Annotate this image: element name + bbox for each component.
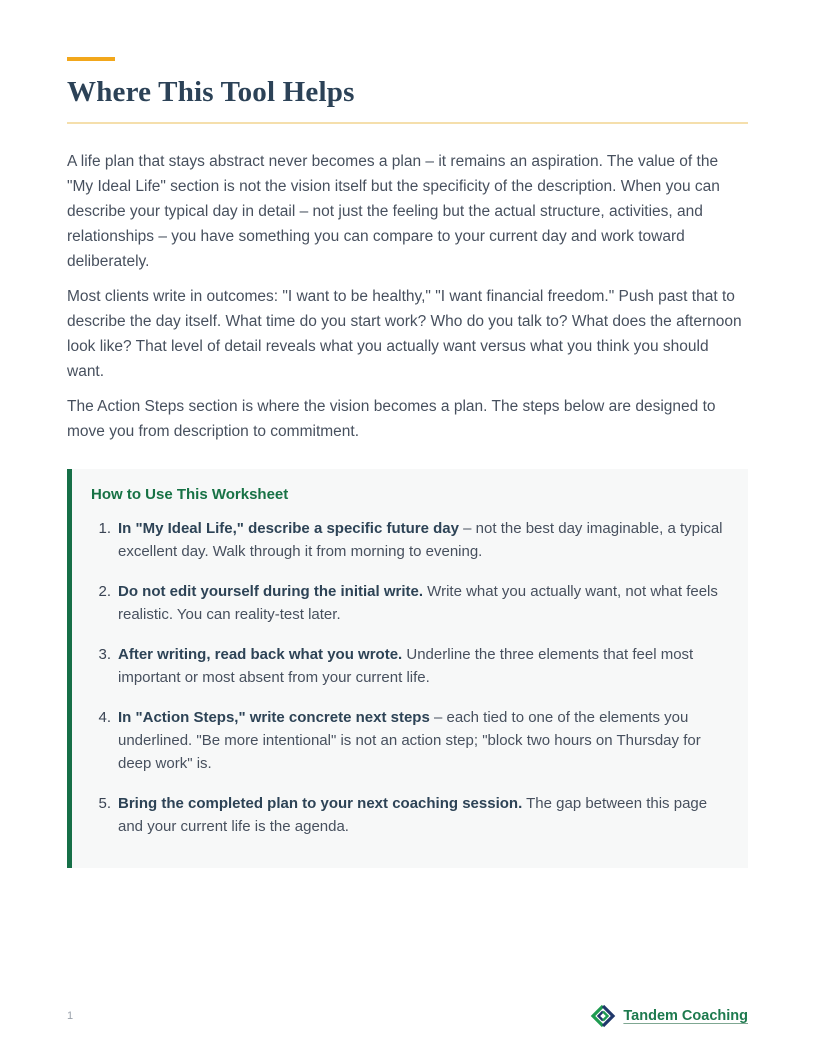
intro-paragraph: Most clients write in outcomes: "I want to be healthy," "I want financial freedom." Push past that to describe the day itself. What time do you start work? Who do you talk to? What does the afternoon look like? That level of detail reveals what you actually want versus what you think you should want. — [67, 287, 742, 380]
list-item-lead: In "Action Steps," write concrete next steps — [118, 708, 430, 726]
list-item-text: – not the best day imaginable, a typical excellent day. Walk through it from morning to evening. — [118, 519, 723, 560]
list-item-number: 2. — [98, 582, 111, 600]
intro-paragraph: The Action Steps section is where the vision becomes a plan. The steps below are designed to move you from description to commitment. — [67, 397, 716, 440]
intro-paragraph: A life plan that stays abstract never becomes a plan – it remains an aspiration. The value of the "My Ideal Life" section is not the vision itself but the specificity of the description. When you can describe your typical day in detail – not just the feeling but the actual structure, activities, and relationships – you have something you can compare to your current day and work toward deliberately. — [67, 152, 720, 270]
accent-bar — [67, 57, 115, 61]
page-title: Where This Tool Helps — [67, 76, 355, 108]
page-number: 1 — [67, 1010, 74, 1022]
list-item — [91, 517, 724, 563]
list-item — [91, 580, 724, 626]
title-divider — [67, 122, 748, 124]
list-item-lead: In "My Ideal Life," describe a specific future day — [118, 519, 459, 537]
list-item-text: Write what you actually want, not what feels realistic. You can reality-test later. — [118, 582, 718, 623]
list-item-number: 1. — [98, 519, 111, 537]
brand-logo[interactable] — [590, 1004, 748, 1028]
list-item-lead: Bring the completed plan to your next coaching session. — [118, 794, 523, 812]
list-item — [91, 643, 724, 689]
tandem-diamond-icon — [590, 1004, 616, 1028]
list-item-text: Underline the three elements that feel most important or most absent from your current life. — [118, 645, 694, 686]
list-item-lead: After writing, read back what you wrote. — [118, 645, 403, 663]
callout-title: How to Use This Worksheet — [91, 485, 289, 503]
list-item — [91, 792, 724, 838]
list-item-number: 5. — [98, 794, 111, 812]
list-item-lead: Do not edit yourself during the initial write. — [118, 582, 424, 600]
list-item-number: 3. — [98, 645, 111, 663]
list-item — [91, 706, 724, 775]
page-footer — [67, 1004, 748, 1028]
how-to-use-callout — [67, 469, 748, 868]
list-item-number: 4. — [98, 708, 111, 726]
brand-name[interactable]: Tandem Coaching — [623, 1008, 748, 1024]
list-item-text: The gap between this page and your current life is the agenda. — [118, 794, 708, 835]
instruction-list — [91, 517, 724, 838]
list-item-text: – each tied to one of the elements you underlined. "Be more intentional" is not an action step; "block two hours on Thursday for deep work" is. — [118, 708, 701, 772]
